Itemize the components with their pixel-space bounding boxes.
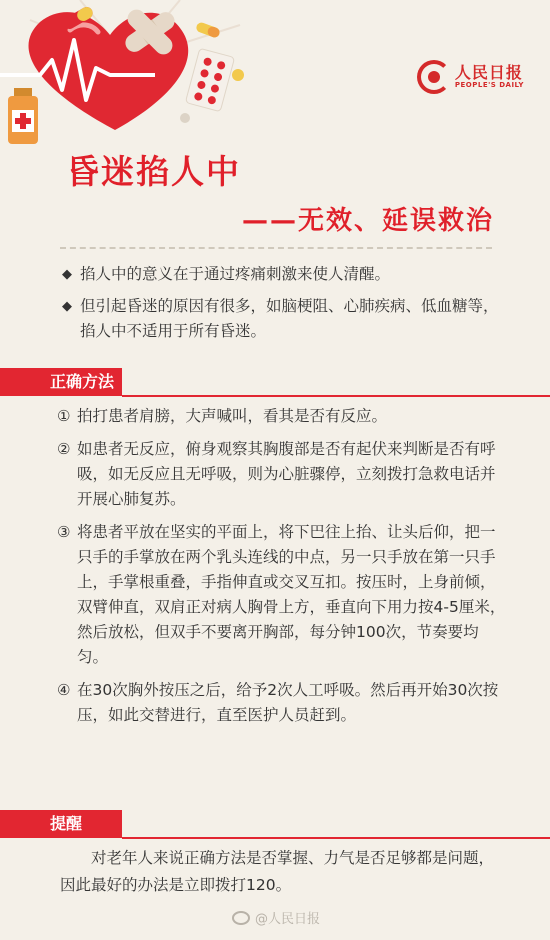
medical-heart-illustration xyxy=(0,0,300,150)
page-title: 昏迷掐人中 xyxy=(66,152,241,191)
step-text: 拍打患者肩膀，大声喊叫，看其是否有反应。 xyxy=(77,407,388,425)
weibo-watermark xyxy=(232,908,320,927)
reminder-text: 对老年人来说正确方法是否掌握、力气是否足够都是问题，因此最好的办法是立即拨打120。 xyxy=(60,849,495,894)
watermark-text: @人民日报 xyxy=(255,912,321,927)
list-item xyxy=(62,294,502,344)
list-item xyxy=(57,678,507,728)
brand-name-english: PEOPLE'S DAILY xyxy=(454,80,524,89)
section-divider xyxy=(122,395,550,397)
brand-logo xyxy=(417,60,524,94)
step-number: ④ xyxy=(57,681,71,699)
diamond-bullet-icon: ◆ xyxy=(62,299,72,314)
list-item xyxy=(57,520,507,670)
list-item xyxy=(57,404,507,429)
intro-bullet-list xyxy=(62,262,502,351)
weibo-icon xyxy=(232,911,250,925)
bullet-text: 但引起昏迷的原因有很多，如脑梗阻、心肺疾病、低血糖等，掐人中不适用于所有昏迷。 xyxy=(80,297,499,340)
step-text: 在30次胸外按压之后，给予2次人工呼吸。然后再开始30次按压，如此交替进行，直至医护人员赶到。 xyxy=(77,681,499,724)
step-number: ① xyxy=(57,407,71,425)
dashed-divider xyxy=(60,247,492,249)
list-item xyxy=(62,262,502,287)
section-divider xyxy=(122,837,550,839)
page-subtitle: ——无效、延误救治 xyxy=(241,206,494,236)
step-number: ② xyxy=(57,440,71,458)
step-text: 将患者平放在坚实的平面上，将下巴往上抬、让头后仰，把一只手的手掌放在两个乳头连线的中点，另一只手放在第一只手上，手掌根重叠，手指伸直或交叉互扣。按压时，上身前倾，双臂伸直，双肩正对病人胸骨上方，垂直向下用力按4-5厘米，然后放松，但双手不要离开胸部，每分钟100次，节奏要均匀。 xyxy=(77,523,506,666)
diamond-bullet-icon: ◆ xyxy=(62,267,72,282)
list-item xyxy=(57,437,507,512)
step-text: 如患者无反应，俯身观察其胸腹部是否有起伏来判断是否有呼吸，如无反应且无呼吸，则为心脏骤停，立刻拨打急救电话并开展心肺复苏。 xyxy=(77,440,496,508)
step-number: ③ xyxy=(57,523,71,541)
bullet-text: 掐人中的意义在于通过疼痛刺激来使人清醒。 xyxy=(80,265,391,283)
medicine-bottle-icon xyxy=(8,88,38,144)
section-heading-reminder: 提醒 xyxy=(0,810,122,838)
method-step-list xyxy=(57,404,507,736)
pill-pack-icon xyxy=(185,48,234,111)
at-sign-icon xyxy=(417,60,451,94)
section-heading-method: 正确方法 xyxy=(0,368,122,396)
brand-name: 人民日报 xyxy=(454,63,523,83)
